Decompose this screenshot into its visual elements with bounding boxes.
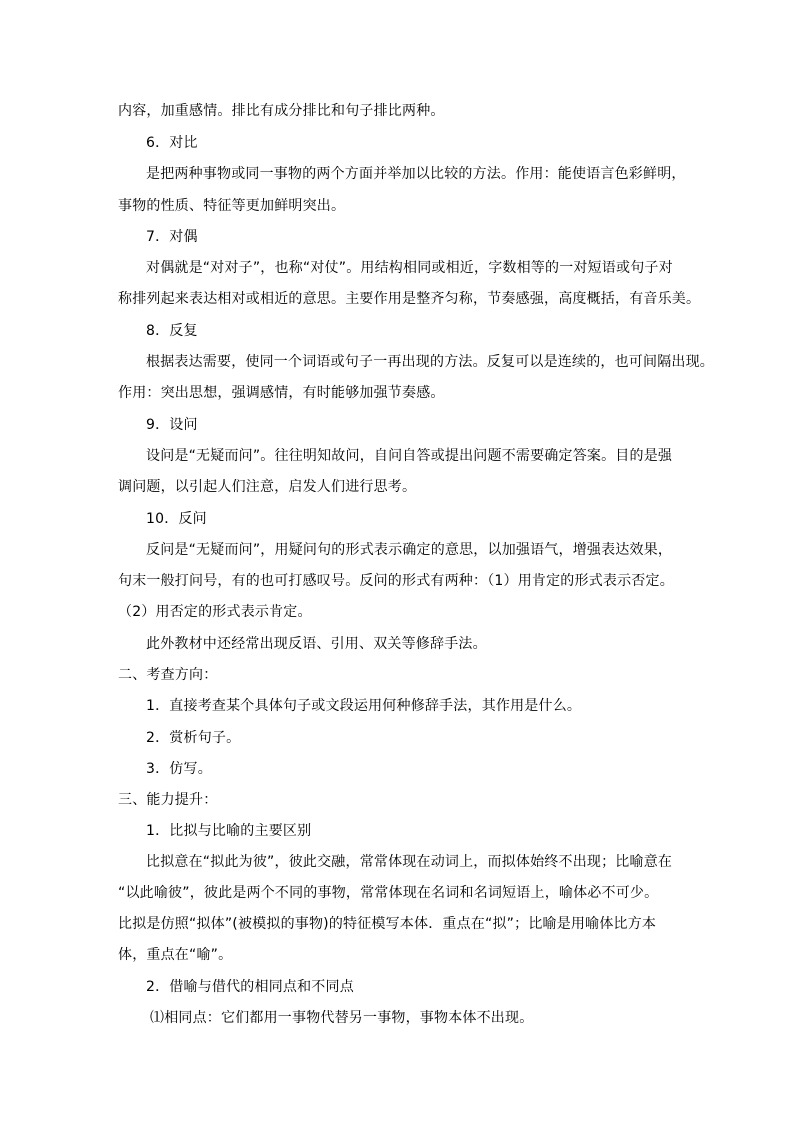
list-item: 2．赏析句子。: [146, 730, 241, 746]
paragraph-line: （2）用否定的形式表示肯定。: [118, 604, 312, 620]
paragraph-line: 调问题，以引起人们注意，启发人们进行思考。: [118, 479, 417, 495]
paragraph-line: 比拟是仿照“拟体”(被模拟的事物)的特征模写本体．重点在“拟”；比喻是用喻体比方本: [118, 916, 657, 932]
paragraph-line: 此外教材中还经常出现反语、引用、双关等修辞手法。: [146, 636, 487, 652]
paragraph-line: 体，重点在“喻”。: [118, 947, 233, 963]
section-heading: 8．反复: [146, 323, 198, 339]
paragraph-line: ⑴相同点：它们都用一事物代替另一事物，事物本体不出现。: [150, 1010, 534, 1026]
section-heading: 三、能力提升：: [118, 792, 218, 808]
section-heading: 二、考查方向：: [118, 667, 218, 683]
section-heading: 1．比拟与比喻的主要区别: [146, 823, 312, 839]
paragraph-line: 事物的性质、特征等更加鲜明突出。: [118, 198, 346, 214]
section-heading: 2．借喻与借代的相同点和不同点: [146, 979, 354, 995]
section-heading: 9．设问: [146, 417, 198, 433]
paragraph-line: 比拟意在“拟此为彼”，彼此交融，常常体现在动词上，而拟体始终不出现；比喻意在: [146, 854, 673, 870]
paragraph-line: 设问是“无疑而问”。往往明知故问，自问自答或提出问题不需要确定答案。目的是强: [146, 448, 673, 464]
paragraph-line: 内容，加重感情。排比有成分排比和句子排比两种。: [118, 103, 445, 119]
paragraph-line: 是把两种事物或同一事物的两个方面并举加以比较的方法。作用：能使语言色彩鲜明，: [146, 166, 686, 182]
section-heading: 7．对偶: [146, 229, 198, 245]
paragraph-line: 反问是“无疑而问”，用疑问句的形式表示确定的意思，以加强语气，增强表达效果，: [146, 542, 673, 558]
list-item: 3．仿写。: [146, 761, 212, 777]
paragraph-line: 句末一般打问号，有的也可打感叹号。反问的形式有两种：（1）用肯定的形式表示否定。: [118, 573, 674, 589]
section-heading: 10．反问: [146, 511, 207, 527]
paragraph-line: 根据表达需要，使同一个词语或句子一再出现的方法。反复可以是连续的，也可间隔出现。: [146, 354, 714, 370]
paragraph-line: 称排列起来表达相对或相近的意思。主要作用是整齐匀称，节奏感强，高度概括，有音乐美。: [118, 291, 701, 307]
paragraph-line: 作用：突出思想，强调感情，有时能够加强节奏感。: [118, 385, 445, 401]
paragraph-line: 对偶就是“对对子”，也称“对仗”。用结构相同或相近，字数相等的一对短语或句子对: [146, 260, 673, 276]
section-heading: 6．对比: [146, 135, 198, 151]
paragraph-line: “以此喻彼”，彼此是两个不同的事物，常常体现在名词和名词短语上，喻体必不可少。: [118, 885, 659, 901]
list-item: 1．直接考查某个具体句子或文段运用何种修辞手法，其作用是什么。: [146, 698, 582, 714]
